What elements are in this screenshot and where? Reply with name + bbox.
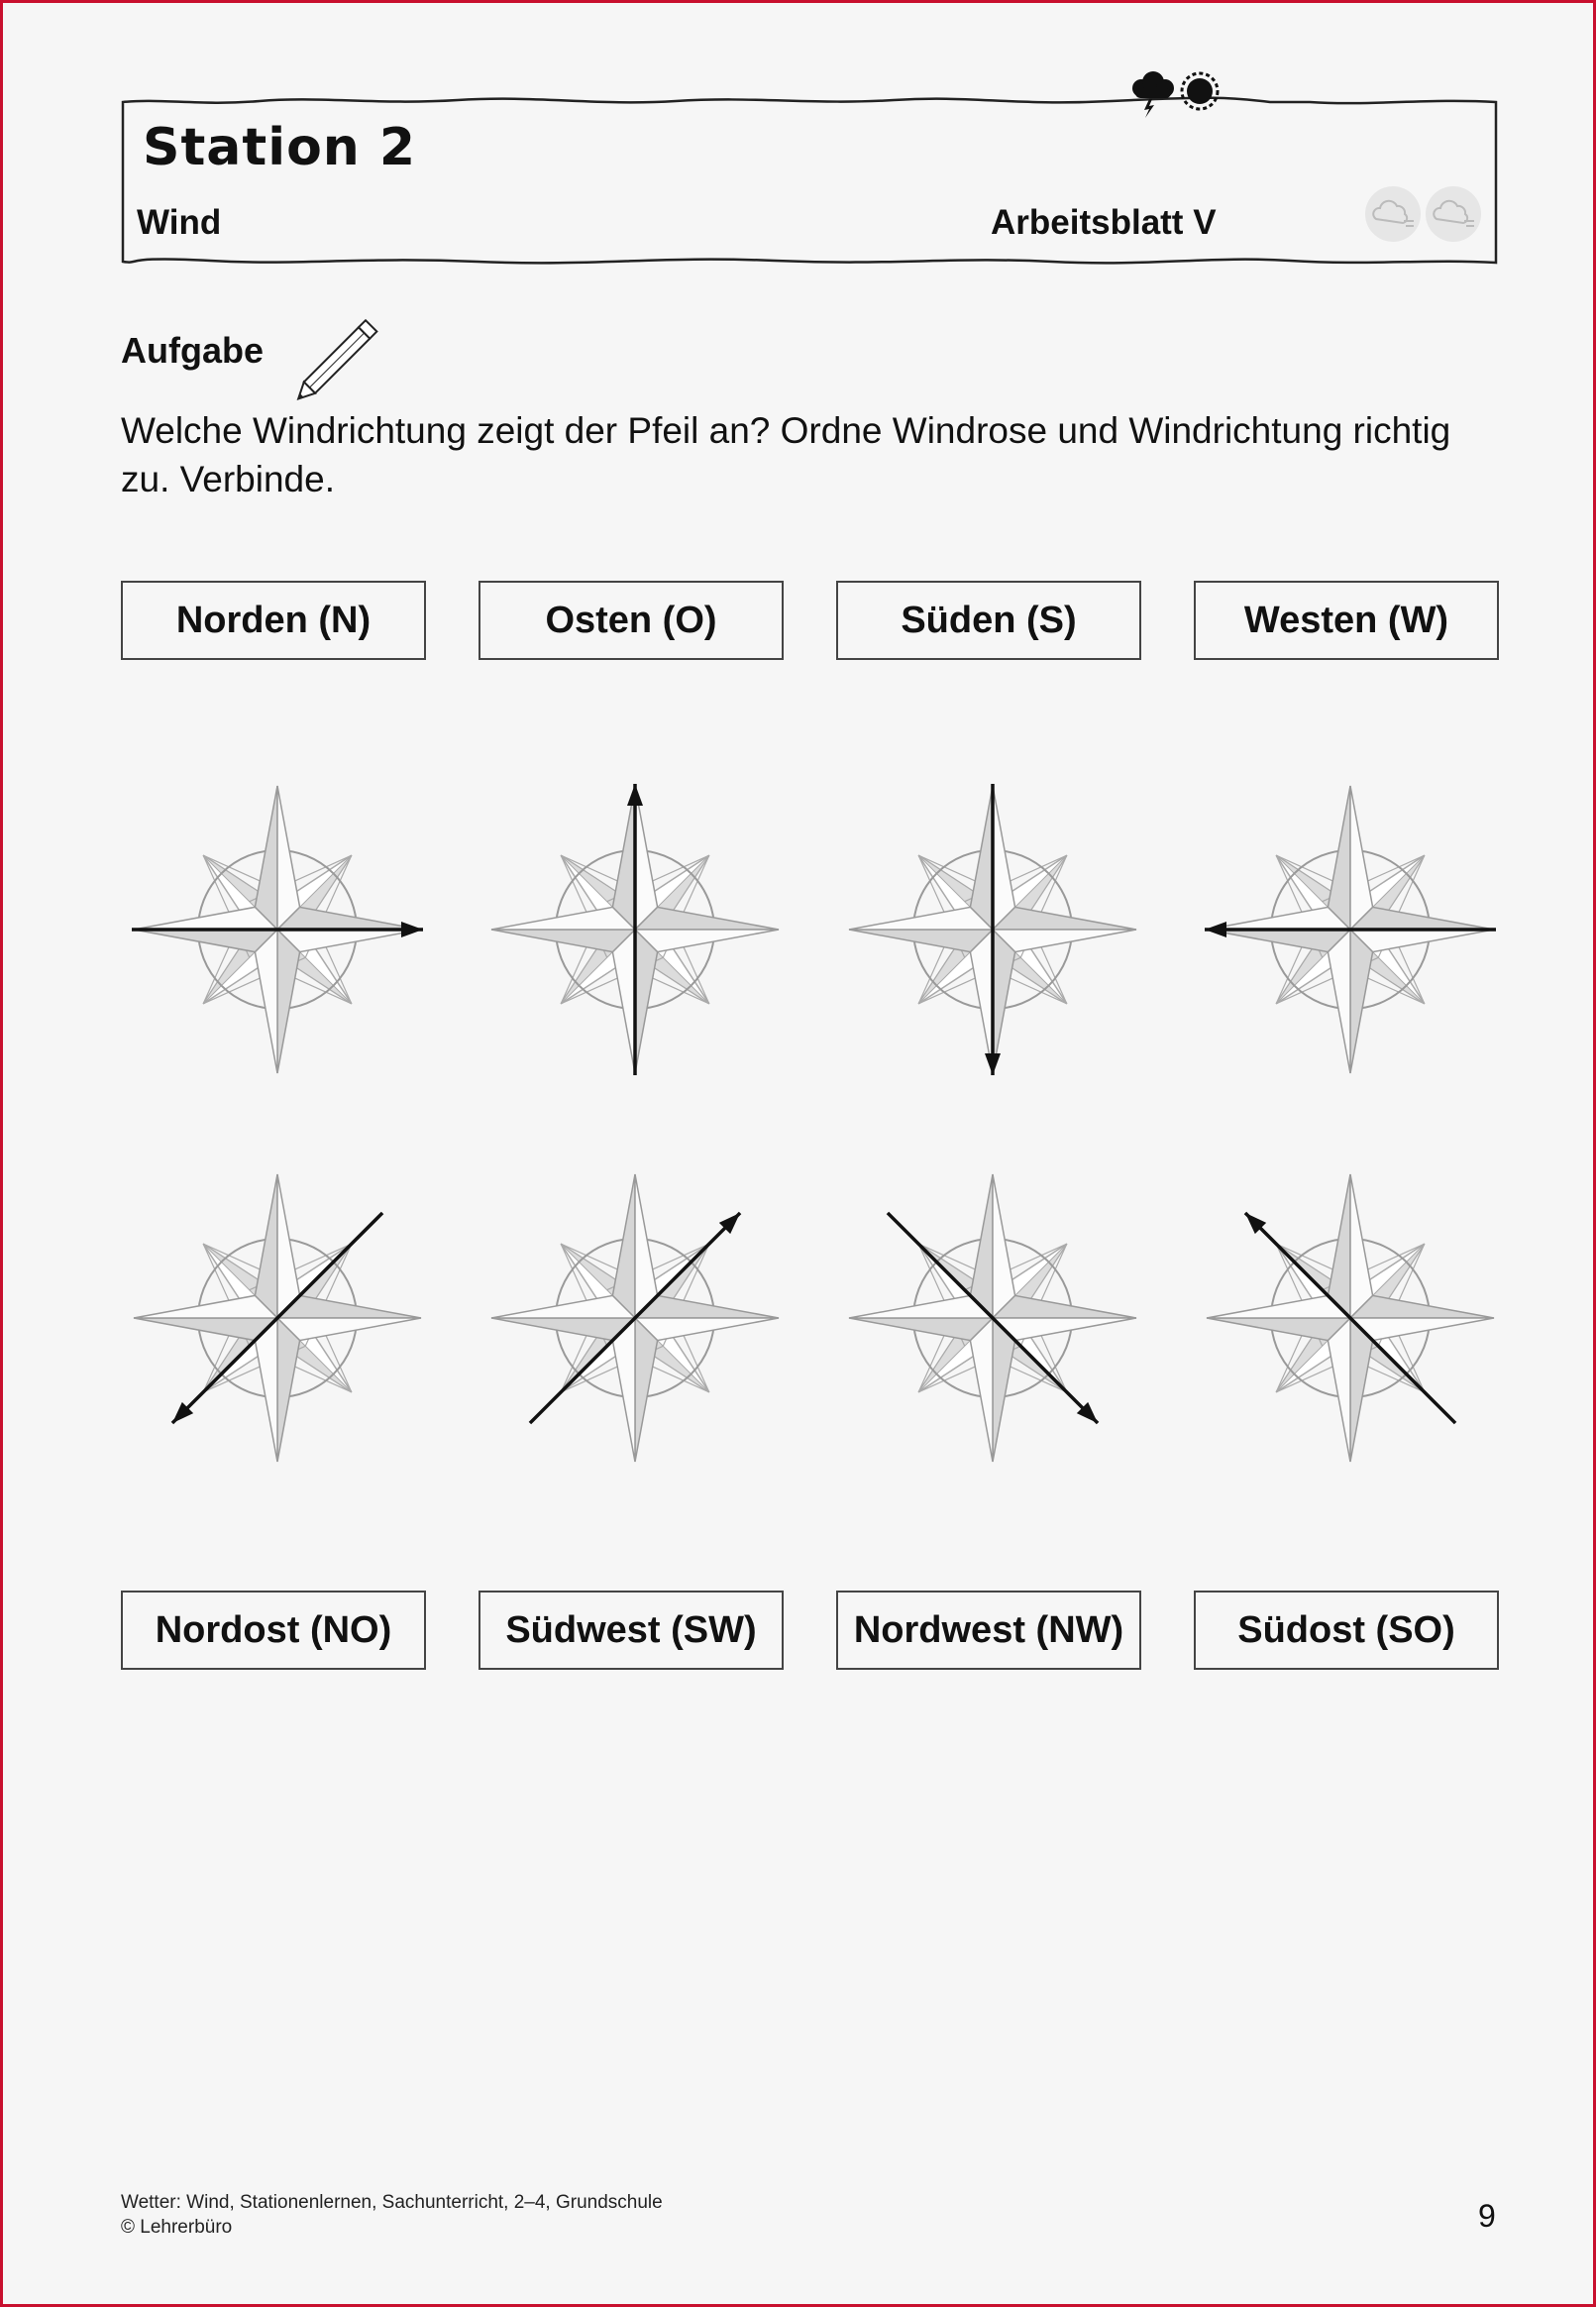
wind-rose-5[interactable] (129, 1169, 426, 1467)
header-box (121, 94, 1498, 268)
task-instructions: Welche Windrichtung zeigt der Pfeil an? Ordne Windrose und Windrichtung richtig zu. Verbinde. (121, 410, 1451, 499)
wind-rose-8[interactable] (1202, 1169, 1499, 1467)
arrow-head (985, 1053, 1001, 1075)
worksheet-label: Arbeitsblatt V (991, 203, 1217, 242)
pencil-icon (287, 302, 396, 411)
page-number: 9 (1478, 2198, 1496, 2234)
arrow-head (1205, 922, 1226, 937)
sun-icon (1177, 68, 1223, 114)
label-southwest[interactable]: Südwest (SW) (479, 1591, 784, 1670)
task-heading: Aufgabe (121, 330, 264, 371)
wind-rose-1[interactable] (129, 781, 426, 1078)
wind-rose-3[interactable] (844, 781, 1141, 1078)
topic-label: Wind (137, 203, 222, 242)
label-east[interactable]: Osten (O) (479, 581, 784, 660)
label-west[interactable]: Westen (W) (1194, 581, 1499, 660)
wind-rose-7[interactable] (844, 1169, 1141, 1467)
wind-rose-6[interactable] (486, 1169, 784, 1467)
label-northwest[interactable]: Nordwest (NW) (836, 1591, 1141, 1670)
station-title: Station 2 (143, 118, 417, 177)
footer-line-2: © Lehrerbüro (121, 2217, 233, 2238)
cloud-wind-icon (1425, 185, 1482, 243)
arrow-head (627, 784, 643, 806)
storm-cloud-icon (1127, 68, 1179, 120)
label-south[interactable]: Süden (S) (836, 581, 1141, 660)
footer (121, 2190, 663, 2240)
cloud-wind-icon (1364, 185, 1422, 243)
label-southeast[interactable]: Südost (SO) (1194, 1591, 1499, 1670)
footer-line-1: Wetter: Wind, Stationenlernen, Sachunterricht, 2–4, Grundschule (121, 2192, 663, 2213)
label-north[interactable]: Norden (N) (121, 581, 426, 660)
wind-rose-4[interactable] (1202, 781, 1499, 1078)
wind-rose-2[interactable] (486, 781, 784, 1078)
arrow-head (401, 922, 423, 937)
label-northeast[interactable]: Nordost (NO) (121, 1591, 426, 1670)
